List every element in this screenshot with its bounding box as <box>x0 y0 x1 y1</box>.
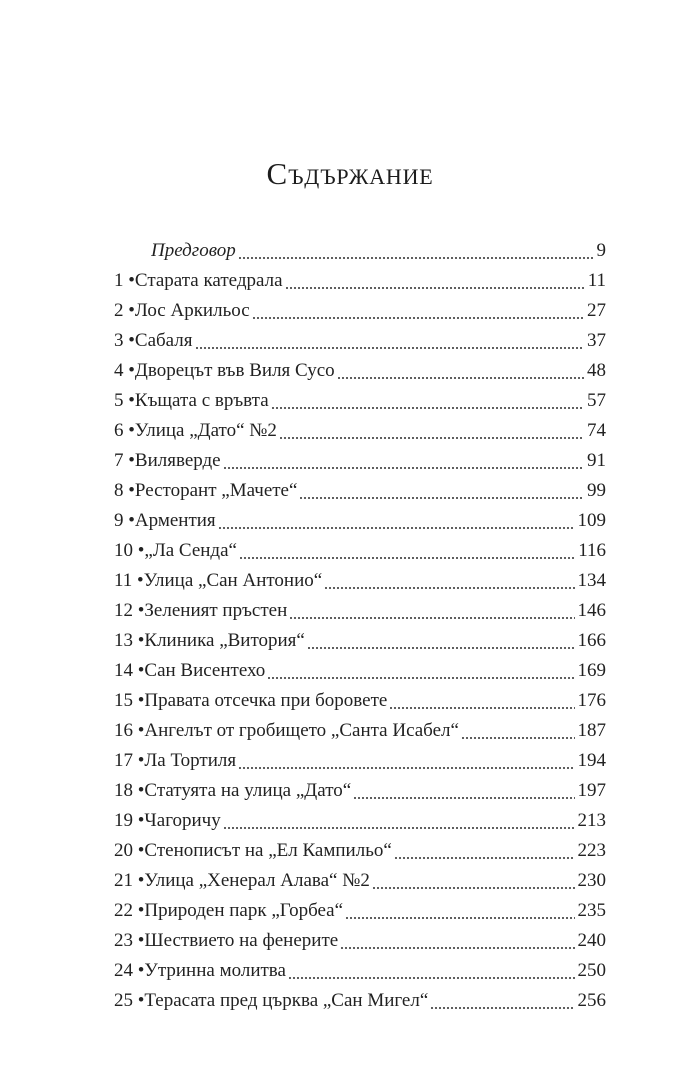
toc-entry-title: Природен парк „Горбеа“ <box>144 900 344 921</box>
toc-entry-page: 99 <box>587 480 606 501</box>
chapter-number: 25 • <box>114 990 145 1011</box>
toc-entry-page: 235 <box>577 900 606 921</box>
toc-entry-title: Стенописът на „Ел Кампильо“ <box>144 840 392 861</box>
toc-entry-page: 187 <box>577 720 606 741</box>
dot-leader <box>238 750 574 772</box>
toc-entry-page: 166 <box>577 630 606 651</box>
dot-leader <box>223 810 575 832</box>
toc-entry <box>114 592 606 622</box>
chapter-number: 24 • <box>114 960 145 981</box>
page-title: Съдържание <box>266 156 434 191</box>
toc-entry <box>114 352 606 382</box>
toc-entry <box>114 772 606 802</box>
dot-leader <box>324 570 574 592</box>
chapter-number: 1 • <box>114 270 135 291</box>
toc-entry <box>114 832 606 862</box>
table-of-contents <box>114 232 606 1012</box>
chapter-number: 14 • <box>114 660 145 681</box>
dot-leader <box>307 630 575 652</box>
toc-entry-page: 230 <box>577 870 606 891</box>
toc-entry-page: 240 <box>577 930 606 951</box>
toc-entry-page: 256 <box>577 990 606 1011</box>
toc-entry-page: 146 <box>577 600 606 621</box>
toc-entry <box>114 472 606 502</box>
dot-leader <box>340 930 574 952</box>
toc-entry <box>114 802 606 832</box>
toc-entry-title: Шествието на фенерите <box>144 930 339 951</box>
toc-entry <box>114 382 606 412</box>
toc-entry-page: 250 <box>577 960 606 981</box>
chapter-number: 11 • <box>114 570 144 591</box>
toc-entry-title: Старата катедрала <box>134 270 283 291</box>
toc-entry-title: Улица „Хенерал Алава“ №2 <box>144 870 370 891</box>
toc-entry <box>114 682 606 712</box>
toc-entry-title: Улица „Сан Антонио“ <box>143 570 323 591</box>
toc-entry-page: 74 <box>587 420 606 441</box>
toc-entry-title: Ангелът от гробището „Санта Исабел“ <box>144 720 459 741</box>
toc-entry-title: Арментия <box>134 510 216 531</box>
toc-entry <box>114 952 606 982</box>
toc-entry-page: 37 <box>587 330 606 351</box>
chapter-number: 9 • <box>114 510 135 531</box>
dot-leader <box>353 780 574 802</box>
dot-leader <box>279 420 584 442</box>
dot-leader <box>195 330 585 352</box>
dot-leader <box>239 540 575 562</box>
chapter-number: 15 • <box>114 690 145 711</box>
toc-entry-title: Терасата пред църква „Сан Мигел“ <box>144 990 429 1011</box>
toc-entry-title: Дворецът във Виля Сусо <box>134 360 335 381</box>
toc-entry <box>114 862 606 892</box>
dot-leader <box>238 240 594 262</box>
toc-entry <box>114 742 606 772</box>
toc-entry <box>114 652 606 682</box>
chapter-number: 19 • <box>114 810 145 831</box>
toc-entry-page: 48 <box>587 360 606 381</box>
chapter-number: 8 • <box>114 480 135 501</box>
toc-entry-page: 9 <box>596 240 606 261</box>
toc-entry-title: Клиника „Витория“ <box>144 630 305 651</box>
chapter-number: 17 • <box>114 750 145 771</box>
toc-entry-title: Утринна молитва <box>144 960 286 981</box>
toc-entry-title: Сан Висентехо <box>144 660 266 681</box>
toc-entry-title: Къщата с връвта <box>134 390 269 411</box>
dot-leader <box>218 510 575 532</box>
chapter-number: 22 • <box>114 900 145 921</box>
toc-entry <box>114 262 606 292</box>
chapter-number: 20 • <box>114 840 145 861</box>
dot-leader <box>461 720 575 742</box>
chapter-number: 4 • <box>114 360 135 381</box>
dot-leader <box>288 960 575 982</box>
toc-entry <box>114 562 606 592</box>
toc-entry-title: Статуята на улица „Дато“ <box>144 780 352 801</box>
toc-entry-page: 11 <box>587 270 606 291</box>
toc-entry-page: 213 <box>577 810 606 831</box>
chapter-number: 13 • <box>114 630 145 651</box>
toc-entry <box>114 622 606 652</box>
dot-leader <box>271 390 584 412</box>
toc-entry <box>114 412 606 442</box>
toc-entry-page: 134 <box>577 570 606 591</box>
dot-leader <box>394 840 575 862</box>
chapter-number: 21 • <box>114 870 145 891</box>
dot-leader <box>345 900 574 922</box>
dot-leader <box>372 870 575 892</box>
chapter-number: 12 • <box>114 600 145 621</box>
toc-entry-page: 223 <box>577 840 606 861</box>
chapter-number: 6 • <box>114 420 135 441</box>
toc-entry-title: Чагоричу <box>144 810 221 831</box>
toc-entry-title: Ресторант „Мачете“ <box>134 480 298 501</box>
toc-entry-page: 116 <box>578 540 606 561</box>
toc-entry-title: Сабаля <box>134 330 193 351</box>
toc-entry-title: Виляверде <box>134 450 221 471</box>
toc-entry <box>114 922 606 952</box>
toc-entry <box>114 502 606 532</box>
toc-entry-title: Лос Аркильос <box>134 300 250 321</box>
toc-entry-title: Правата отсечка при боровете <box>144 690 388 711</box>
toc-entry-title: Ла Тортиля <box>144 750 237 771</box>
toc-entry <box>114 712 606 742</box>
chapter-number: 10 • <box>114 540 145 561</box>
toc-entry <box>114 442 606 472</box>
toc-entry-page: 91 <box>587 450 606 471</box>
toc-entry-page: 194 <box>577 750 606 771</box>
toc-entry-page: 197 <box>577 780 606 801</box>
dot-leader <box>430 990 574 1012</box>
dot-leader <box>337 360 584 382</box>
toc-entry <box>114 292 606 322</box>
toc-entry-page: 57 <box>587 390 606 411</box>
toc-entry <box>114 322 606 352</box>
dot-leader <box>267 660 574 682</box>
chapter-number: 5 • <box>114 390 135 411</box>
toc-entry-title: Улица „Дато“ №2 <box>134 420 277 441</box>
toc-entry <box>114 982 606 1012</box>
toc-entry <box>114 892 606 922</box>
chapter-number: 23 • <box>114 930 145 951</box>
chapter-number: 2 • <box>114 300 135 321</box>
toc-entry-page: 176 <box>577 690 606 711</box>
chapter-number: 16 • <box>114 720 145 741</box>
dot-leader <box>289 600 574 622</box>
toc-entry-page: 27 <box>587 300 606 321</box>
dot-leader <box>299 480 584 502</box>
chapter-number: 18 • <box>114 780 145 801</box>
chapter-number: 7 • <box>114 450 135 471</box>
chapter-number: 3 • <box>114 330 135 351</box>
toc-entry <box>114 532 606 562</box>
toc-entry-page: 109 <box>577 510 606 531</box>
dot-leader <box>389 690 574 712</box>
toc-entry-title: „Ла Сенда“ <box>144 540 237 561</box>
dot-leader <box>285 270 585 292</box>
dot-leader <box>223 450 584 472</box>
toc-entry-preface <box>114 232 606 262</box>
toc-entry-page: 169 <box>577 660 606 681</box>
toc-entry-title: Предговор <box>151 240 236 261</box>
toc-entry-title: Зеленият пръстен <box>144 600 288 621</box>
dot-leader <box>252 300 584 322</box>
